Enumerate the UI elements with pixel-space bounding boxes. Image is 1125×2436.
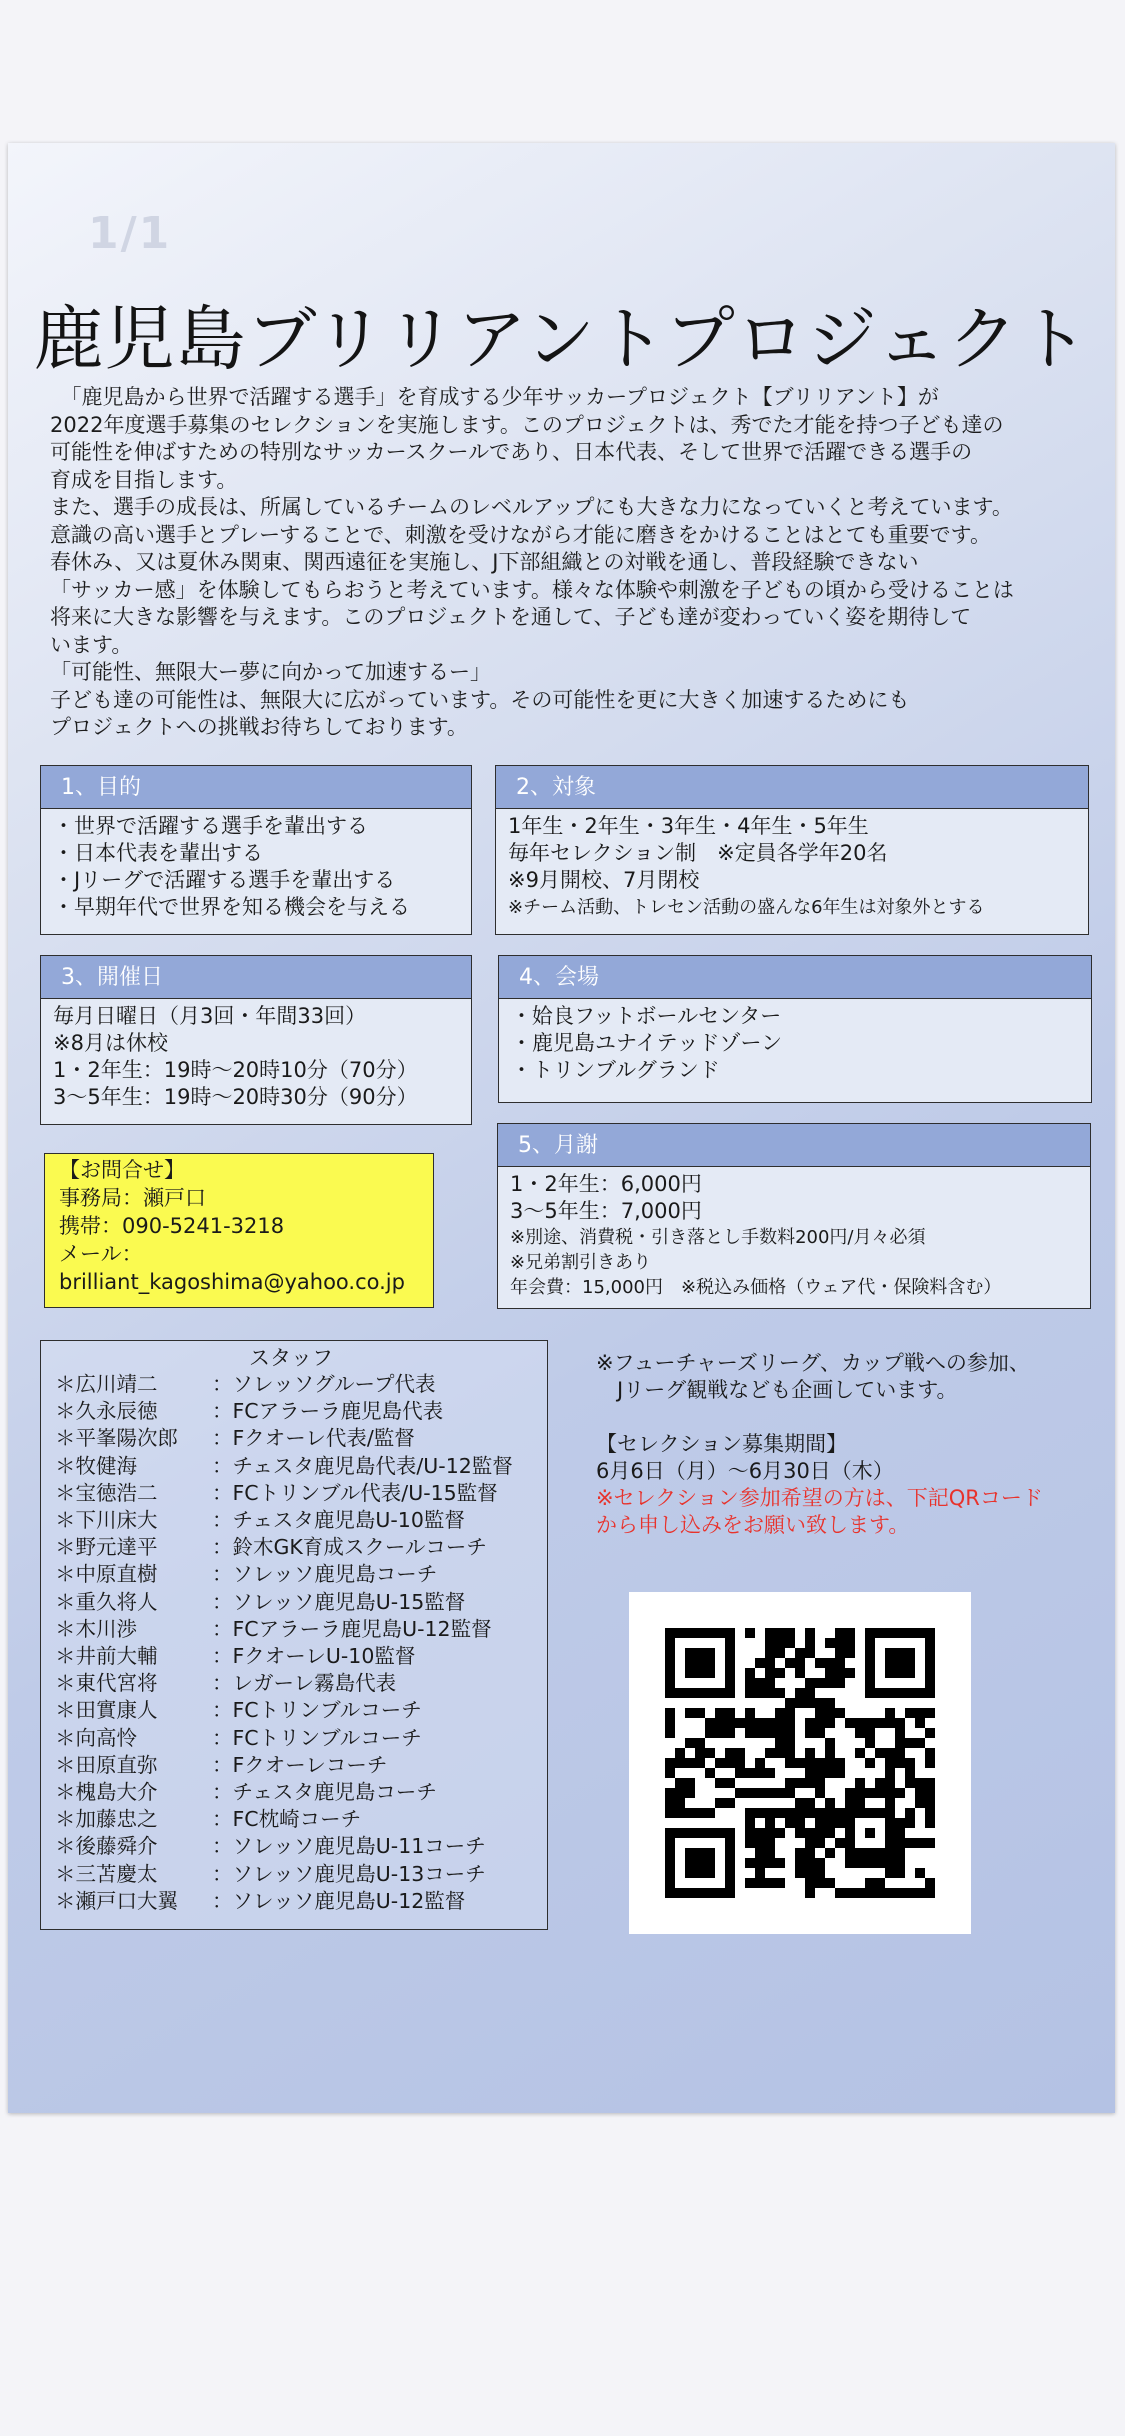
target-line: ※9月開校、7月閉校 (508, 868, 700, 892)
staff-role: ：Fクオーレ代表/監督 (212, 1426, 415, 1451)
venue-line: ・姶良フットボールセンター (511, 1004, 782, 1028)
contact-heading: 【お問合せ】 (59, 1158, 185, 1182)
staff-name: ＊槐島大介 (55, 1780, 158, 1805)
purpose-line: ・Jリーグで活躍する選手を輩出する (53, 868, 396, 892)
staff-role: ：FCアラーラ鹿児島U-12監督 (212, 1616, 492, 1641)
staff-row (55, 1371, 547, 1398)
staff-row (55, 1697, 547, 1724)
contact-email[interactable]: brilliant_kagoshima@yahoo.co.jp (59, 1270, 405, 1294)
staff-role: ：ソレッソ鹿児島U-11コーチ (212, 1834, 486, 1859)
staff-name: ＊重久将人 (55, 1589, 158, 1614)
staff-name: ＊後藤舜介 (55, 1834, 158, 1859)
flyer-page (8, 143, 1115, 2113)
futures-note: Jリーグ観戦なども企画しています。 (596, 1378, 958, 1402)
staff-box (40, 1340, 548, 1930)
period-dates: 6月6日（月）～6月30日（木） (596, 1459, 894, 1483)
staff-name: ＊田實康人 (55, 1698, 158, 1723)
staff-role: ：FCトリンブルコーチ (212, 1725, 422, 1750)
staff-role: ：チェスタ鹿児島代表/U-12監督 (212, 1453, 513, 1478)
staff-name: ＊向高怜 (55, 1725, 137, 1750)
staff-row (55, 1398, 547, 1425)
staff-row (55, 1425, 547, 1452)
staff-name: ＊野元達平 (55, 1535, 158, 1560)
staff-role: ：FCトリンブルコーチ (212, 1698, 422, 1723)
notes-block (596, 1350, 1116, 1539)
staff-row (55, 1725, 547, 1752)
futures-note: ※フューチャーズリーグ、カップ戦への参加、 (596, 1351, 1030, 1375)
page-number: 1/1 (88, 208, 172, 259)
intro-line: 育成を目指します。 (50, 467, 238, 492)
staff-row (55, 1833, 547, 1860)
fee-note: ※別途、消費税・引き落とし手数料200円/月々必須 (510, 1227, 926, 1248)
fee-line: 3～5年生：7,000円 (510, 1199, 702, 1223)
target-line: 1年生・2年生・3年生・4年生・5年生 (508, 814, 869, 838)
staff-role: ：ソレッソ鹿児島U-15監督 (212, 1589, 466, 1614)
staff-row (55, 1779, 547, 1806)
staff-role: ：ソレッソ鹿児島U-12監督 (212, 1888, 466, 1913)
staff-row (55, 1507, 547, 1534)
staff-role: ：ソレッソ鹿児島コーチ (212, 1562, 438, 1587)
intro-line: プロジェクトへの挑戦お待ちしております。 (50, 715, 468, 739)
staff-name: ＊中原直樹 (55, 1562, 158, 1587)
intro-line: 2022年度選手募集のセレクションを実施します。このプロジェクトは、秀でた才能を持つ子ども達の (50, 412, 1004, 437)
staff-name: ＊井前大輔 (55, 1644, 158, 1669)
schedule-heading: 3、開催日 (41, 956, 471, 999)
target-heading: 2、対象 (496, 766, 1088, 809)
purpose-line: ・日本代表を輩出する (53, 841, 263, 865)
purpose-heading: 1、目的 (41, 766, 471, 809)
contact-office: 事務局：瀬戸口 (59, 1186, 206, 1210)
staff-role: ：FクオーレU-10監督 (212, 1644, 416, 1669)
contact-box (44, 1153, 434, 1308)
schedule-line: ※8月は休校 (53, 1031, 168, 1055)
intro-line: 将来に大きな影響を与えます。このプロジェクトを通して、子ども達が変わっていく姿を期待して (50, 605, 972, 629)
staff-row (55, 1561, 547, 1588)
intro-line: います。 (50, 632, 133, 657)
venue-line: ・鹿児島ユナイテッドゾーン (511, 1031, 783, 1055)
staff-row (55, 1888, 547, 1915)
page-title: 鹿児島ブリリアントプロジェクト (33, 298, 1090, 380)
contact-mail-label: メール： (59, 1242, 143, 1266)
staff-name: ＊東代宮将 (55, 1671, 158, 1696)
intro-line: また、選手の成長は、所属しているチームのレベルアップにも大きな力になっていくと考えています。 (50, 495, 1013, 519)
staff-name: ＊瀬戸口大翼 (55, 1888, 178, 1913)
staff-row (55, 1480, 547, 1507)
intro-text (50, 384, 1100, 742)
staff-name: ＊久永辰徳 (55, 1399, 158, 1424)
staff-role: ：FCトリンブル代表/U-15監督 (212, 1480, 498, 1505)
intro-line: 「可能性、無限大ー夢に向かって加速するー」 (50, 660, 491, 684)
fee-heading: 5、月謝 (498, 1124, 1090, 1167)
schedule-line: 毎月日曜日（月3回・年間33回） (53, 1004, 367, 1028)
intro-line: 「鹿児島から世界で活躍する選手」を育成する少年サッカープロジェクト【ブリリアント】が (50, 385, 939, 409)
schedule-box (40, 955, 472, 1125)
staff-row (55, 1670, 547, 1697)
purpose-box (40, 765, 472, 935)
target-line: 毎年セレクション制 ※定員各学年20名 (508, 841, 888, 865)
intro-line: 子ども達の可能性は、無限大に広がっています。その可能性を更に大きく加速するためにも (50, 687, 910, 712)
staff-row (55, 1806, 547, 1833)
intro-line: 「サッカー感」を体験してもらおうと考えています。様々な体験や刺激を子どもの頃から受けることは (50, 577, 1014, 602)
fee-note: 年会費：15,000円 ※税込み価格（ウェア代・保険料含む） (510, 1277, 1002, 1298)
staff-name: ＊宝徳浩二 (55, 1480, 158, 1505)
qr-code-icon[interactable] (665, 1628, 935, 1898)
qr-code-container[interactable] (629, 1592, 971, 1934)
venue-heading: 4、会場 (499, 956, 1091, 999)
staff-row (55, 1752, 547, 1779)
staff-name: ＊加藤忠之 (55, 1807, 158, 1832)
staff-name: ＊広川靖二 (55, 1372, 158, 1396)
staff-list (55, 1371, 547, 1915)
staff-name: ＊田原直弥 (55, 1752, 158, 1777)
fee-note: ※兄弟割引きあり (510, 1252, 652, 1273)
schedule-line: 1・2年生：19時～20時10分（70分） (53, 1058, 418, 1082)
target-note: ※チーム活動、トレセン活動の盛んな6年生は対象外とする (508, 897, 985, 918)
staff-name: ＊牧健海 (55, 1453, 137, 1478)
staff-row (55, 1534, 547, 1561)
venue-box (498, 955, 1092, 1103)
staff-row (55, 1861, 547, 1888)
apply-note: から申し込みをお願い致します。 (596, 1513, 910, 1537)
staff-role: ：ソレッソ鹿児島U-13コーチ (212, 1861, 486, 1886)
staff-role: ：チェスタ鹿児島U-10監督 (212, 1508, 465, 1533)
staff-role: ：FC枕崎コーチ (212, 1807, 362, 1832)
staff-heading: スタッフ (249, 1346, 333, 1370)
staff-role: ：FCアラーラ鹿児島代表 (212, 1399, 444, 1424)
fee-box (497, 1123, 1091, 1309)
staff-role: ：Fクオーレコーチ (212, 1752, 388, 1777)
contact-mobile[interactable]: 携帯：090-5241-3218 (59, 1214, 285, 1238)
intro-line: 可能性を伸ばすための特別なサッカースクールであり、日本代表、そして世界で活躍できる選手の (50, 440, 973, 464)
staff-name: ＊下川床大 (55, 1508, 158, 1533)
purpose-line: ・世界で活躍する選手を輩出する (53, 814, 368, 838)
staff-role: ：ソレッソグループ代表 (212, 1372, 436, 1396)
staff-name: ＊平峯陽次郎 (55, 1426, 178, 1451)
staff-row (55, 1453, 547, 1480)
venue-line: ・トリンブルグランド (511, 1058, 720, 1082)
intro-line: 意識の高い選手とプレーすることで、刺激を受けながら才能に磨きをかけることはとても重要です。 (50, 522, 992, 547)
purpose-line: ・早期年代で世界を知る機会を与える (53, 895, 410, 919)
apply-note: ※セレクション参加希望の方は、下記QRコード (596, 1486, 1043, 1510)
staff-row (55, 1589, 547, 1616)
fee-line: 1・2年生：6,000円 (510, 1172, 702, 1196)
period-heading: 【セレクション募集期間】 (596, 1432, 848, 1456)
staff-role: ：鈴木GK育成スクールコーチ (212, 1535, 487, 1560)
staff-row (55, 1616, 547, 1643)
staff-name: ＊三苫慶太 (55, 1861, 158, 1886)
staff-name: ＊木川渉 (55, 1616, 137, 1641)
staff-role: ：レガーレ霧島代表 (212, 1671, 397, 1696)
staff-role: ：チェスタ鹿児島コーチ (212, 1780, 437, 1805)
schedule-line: 3～5年生：19時～20時30分（90分） (53, 1085, 418, 1109)
staff-row (55, 1643, 547, 1670)
target-box (495, 765, 1089, 935)
intro-line: 春休み、又は夏休み関東、関西遠征を実施し、J下部組織との対戦を通し、普段経験できない (50, 550, 919, 574)
